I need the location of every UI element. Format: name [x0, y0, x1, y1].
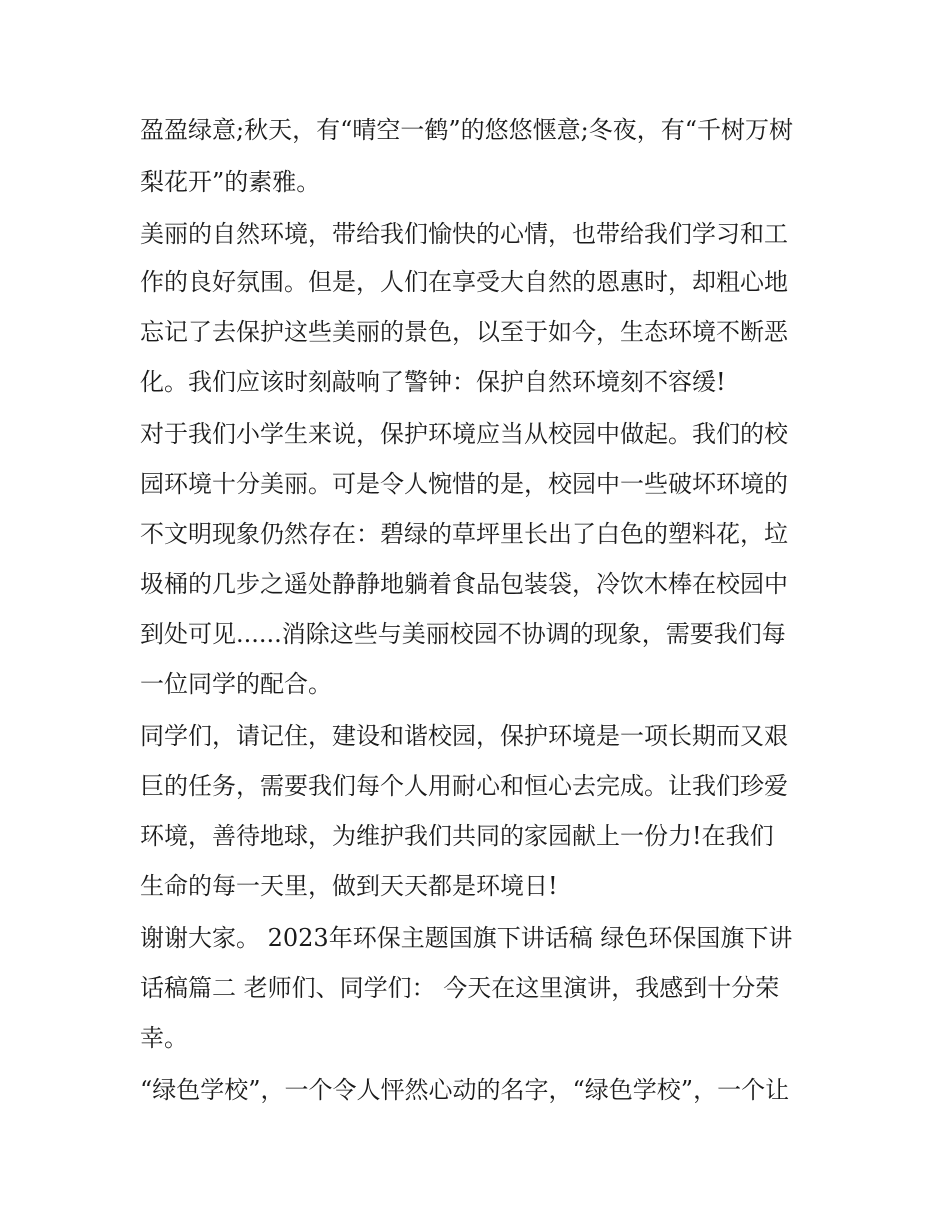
text-line-3: 美丽的自然环境，带给我们愉快的心情，也带给我们学习和工 [140, 220, 788, 248]
text-line-17: 谢谢大家。 2023年环保主题国旗下讲话稿 绿色环保国旗下讲 [140, 924, 793, 952]
text-line-7: 对于我们小学生来说，保护环境应当从校园中做起。我们的校 [140, 420, 788, 448]
text-line-8: 园环境十分美丽。可是令人惋惜的是，校园中一些破坏环境的 [140, 470, 788, 498]
text-line-9: 不文明现象仍然存在：碧绿的草坪里长出了白色的塑料花，垃 [140, 520, 788, 548]
text-line-16: 生命的每一天里，做到天天都是环境日! [140, 872, 558, 900]
text-line-6: 化。我们应该时刻敲响了警钟：保护自然环境刻不容缓! [140, 368, 726, 396]
text-line-18: 话稿篇二 老师们、同学们： 今天在这里演讲，我感到十分荣 [140, 974, 780, 1002]
text-line-1: 盈盈绿意;秋天，有“晴空一鹤”的悠悠惬意;冬夜，有“千树万树 [140, 116, 793, 144]
text-line-12: 一位同学的配合。 [140, 670, 332, 698]
text-line-19: 幸。 [140, 1024, 188, 1052]
text-line-11: 到处可见......消除这些与美丽校园不协调的现象，需要我们每 [140, 620, 786, 648]
text-line-20: “绿色学校”，一个令人怦然心动的名字，“绿色学校”，一个让 [140, 1076, 790, 1104]
text-line-10: 圾桶的几步之遥处静静地躺着食品包装袋，冷饮木棒在校园中 [140, 570, 788, 598]
text-line-5: 忘记了去保护这些美丽的景色，以至于如今，生态环境不断恶 [140, 318, 788, 346]
text-line-2: 梨花开”的素雅。 [140, 168, 321, 196]
text-line-13: 同学们，请记住，建设和谐校园，保护环境是一项长期而又艰 [140, 722, 788, 750]
text-line-14: 巨的任务，需要我们每个人用耐心和恒心去完成。让我们珍爱 [140, 772, 788, 800]
text-line-15: 环境，善待地球，为维护我们共同的家园献上一份力!在我们 [140, 822, 774, 850]
text-line-4: 作的良好氛围。但是，人们在享受大自然的恩惠时，却粗心地 [140, 268, 788, 296]
